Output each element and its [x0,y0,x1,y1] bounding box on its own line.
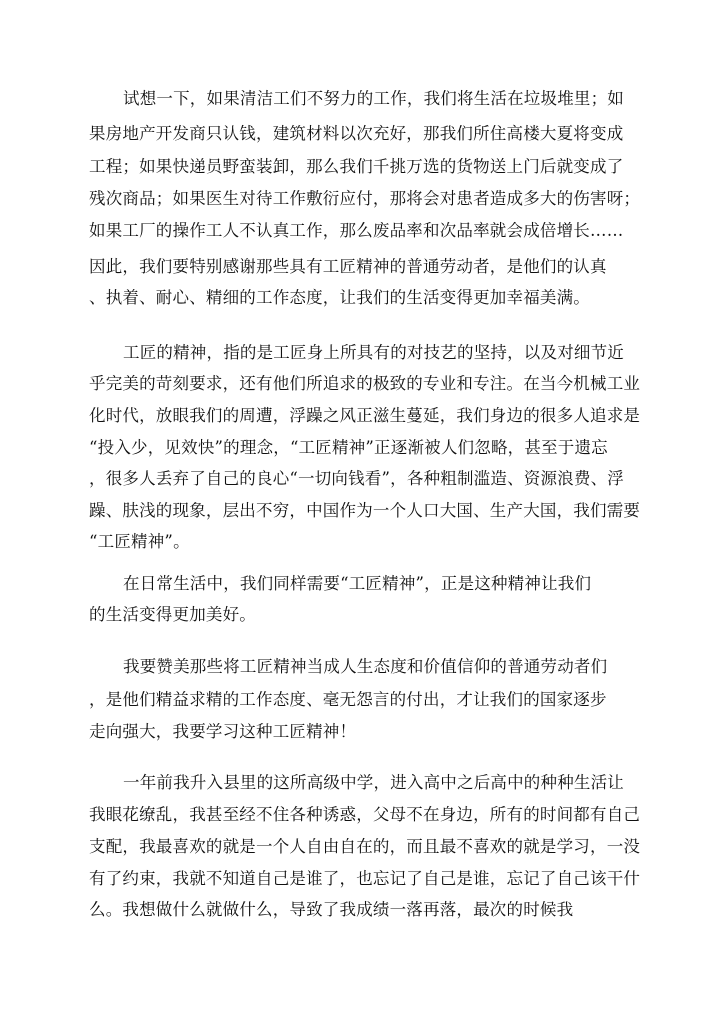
paragraph-5-line-1: 一年前我升入县里的这所高级中学，进入高中之后高中的种种生活让 [123,773,624,792]
paragraph-2-line-3: 化时代，放眼我们的周遭，浮躁之风正滋生蔓延，我们身边的很多人追求是 [89,406,641,425]
paragraph-1-line-3: 工程；如果快递员野蛮装卸，那么我们千挑万选的货物送上门后就变成了 [89,157,624,176]
paragraph-1-line-2: 果房地产开发商只认钱，建筑材料以次充好，那我们所住高楼大夏将变成 [89,124,624,143]
paragraph-1-line-7: 、执着、耐心、精细的工作态度，让我们的生活变得更加幸福美满。 [89,288,590,307]
paragraph-4-line-1: 我要赞美那些将工匠精神当成人生态度和价值信仰的普通劳动者们 [123,657,608,676]
paragraph-1-line-6: 因此，我们要特别感谢那些具有工匠精神的普通劳动者，是他们的认真 [89,257,607,276]
paragraph-2-line-2: 乎完美的苛刻要求，还有他们所追求的极致的专业和专注。在当今机械工业 [89,374,641,393]
paragraph-2-line-5: ，很多人丢弃了自己的良心“一切向钱看”，各种粗制滥造、资源浪费、浮 [89,469,624,488]
paragraph-3-line-1: 在日常生活中，我们同样需要“工匠精神”，正是这种精神让我们 [123,574,592,593]
paragraph-5-line-4: 有了约束，我就不知道自己是谁了，也忘记了自己是谁，忘记了自己该干什 [89,869,641,888]
paragraph-1-line-5: 如果工厂的操作工人不认真工作，那么废品率和次品率就会成倍增长…… [89,221,624,240]
paragraph-1-line-1: 试想一下，如果清洁工们不努力的工作，我们将生活在垃圾堆里；如 [123,89,624,108]
paragraph-2-line-7: “工匠精神”。 [89,532,190,551]
paragraph-4-line-2: ，是他们精益求精的工作态度、毫无怨言的付出，才让我们的国家逐步 [89,690,607,709]
paragraph-1-line-4: 残次商品；如果医生对待工作敷衍应付，那将会对患者造成多大的伤害呀； [89,189,641,208]
paragraph-5-line-3: 支配，我最喜欢的就是一个人自由自在的，而且最不喜欢的就是学习，一没 [89,837,641,856]
paragraph-2-line-6: 躁、肤浅的现象，层出不穷，中国作为一个人口大国、生产大国，我们需要 [89,501,641,520]
paragraph-5-line-5: 么。我想做什么就做什么，导致了我成绩一落再落，最次的时候我 [89,900,574,919]
paragraph-2-line-1: 工匠的精神，指的是工匠身上所具有的对技艺的坚持，以及对细节近 [123,343,624,362]
paragraph-2-line-4: “投入少，见效快”的理念，“工匠精神”正逐渐被人们忽略，甚至于遗忘 [89,438,608,457]
paragraph-4-line-3: 走向强大，我要学习这种工匠精神！ [89,722,357,741]
paragraph-3-line-2: 的生活变得更加美好。 [89,605,256,624]
paragraph-5-line-2: 我眼花缭乱，我甚至经不住各种诱惑，父母不在身边，所有的时间都有自己 [89,805,641,824]
